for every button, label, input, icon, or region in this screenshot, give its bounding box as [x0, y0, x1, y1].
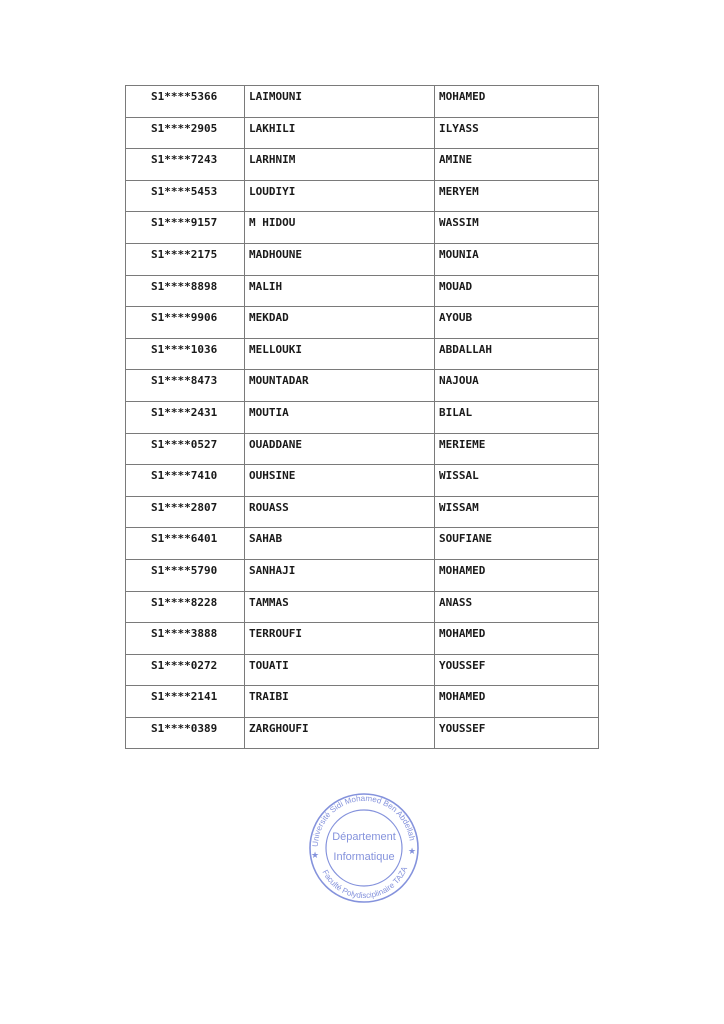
first-name-text: ILYASS [439, 121, 479, 135]
first-name-cell [435, 149, 599, 181]
first-name-text: MOHAMED [439, 627, 486, 641]
first-name-text: WISSAL [439, 469, 479, 483]
table-row [126, 623, 599, 655]
last-name-cell [245, 149, 435, 181]
last-name-cell [245, 243, 435, 275]
student-id-text: S1****7410 [151, 469, 218, 483]
table-row [126, 370, 599, 402]
student-id-text: S1****0527 [151, 437, 218, 451]
student-id-cell [126, 717, 245, 749]
last-name-text: OUADDANE [249, 437, 302, 451]
first-name-cell [435, 212, 599, 244]
last-name-cell [245, 717, 435, 749]
table-row [126, 307, 599, 339]
last-name-cell [245, 591, 435, 623]
table-row [126, 528, 599, 560]
last-name-text: TAMMAS [249, 595, 289, 609]
last-name-text: MELLOUKI [249, 342, 302, 356]
first-name-text: MERYEM [439, 184, 479, 198]
last-name-text: TRAIBI [249, 690, 289, 704]
first-name-text: SOUFIANE [439, 532, 492, 546]
table-row [126, 654, 599, 686]
last-name-cell [245, 465, 435, 497]
student-id-text: S1****5366 [151, 90, 218, 103]
table-row [126, 212, 599, 244]
first-name-cell [435, 275, 599, 307]
student-id-text: S1****8898 [151, 279, 218, 293]
student-table [125, 85, 599, 749]
student-id-cell [126, 686, 245, 718]
last-name-cell [245, 559, 435, 591]
last-name-text: MOUNTADAR [249, 374, 309, 388]
student-id-cell [126, 149, 245, 181]
first-name-text: WASSIM [439, 216, 479, 230]
last-name-cell [245, 180, 435, 212]
student-id-cell [126, 212, 245, 244]
first-name-text: MOUNIA [439, 247, 479, 261]
first-name-cell [435, 86, 599, 118]
student-id-cell [126, 338, 245, 370]
last-name-text: M HIDOU [249, 216, 296, 230]
first-name-cell [435, 591, 599, 623]
last-name-cell [245, 433, 435, 465]
student-id-cell [126, 243, 245, 275]
last-name-cell [245, 528, 435, 560]
last-name-cell [245, 212, 435, 244]
first-name-text: YOUSSEF [439, 721, 486, 735]
student-id-cell [126, 559, 245, 591]
student-id-text: S1****9157 [151, 216, 218, 230]
student-id-cell [126, 307, 245, 339]
last-name-text: LARHNIM [249, 153, 296, 167]
student-id-cell [126, 433, 245, 465]
first-name-text: YOUSSEF [439, 658, 486, 672]
first-name-cell [435, 401, 599, 433]
student-id-text: S1****6401 [151, 532, 218, 546]
first-name-text: WISSAM [439, 500, 479, 514]
student-id-cell [126, 654, 245, 686]
stamp-inner-ring [326, 810, 402, 886]
first-name-cell [435, 180, 599, 212]
first-name-cell [435, 686, 599, 718]
student-id-text: S1****5790 [151, 563, 218, 577]
first-name-text: BILAL [439, 405, 473, 419]
student-id-cell [126, 623, 245, 655]
stamp-informatique: Informatique [333, 851, 395, 863]
last-name-cell [245, 686, 435, 718]
table-row [126, 496, 599, 528]
last-name-text: OUHSINE [249, 469, 296, 483]
last-name-text: MALIH [249, 279, 283, 293]
first-name-text: MOHAMED [439, 563, 486, 577]
student-id-cell [126, 117, 245, 149]
last-name-cell [245, 654, 435, 686]
first-name-text: MERIEME [439, 437, 486, 451]
first-name-text: MOHAMED [439, 90, 486, 103]
first-name-text: ANASS [439, 595, 473, 609]
first-name-cell [435, 370, 599, 402]
student-id-text: S1****0272 [151, 658, 218, 672]
star-icon: ★ [310, 850, 320, 860]
student-id-cell [126, 528, 245, 560]
student-id-text: S1****8473 [151, 374, 218, 388]
student-id-text: S1****9906 [151, 311, 218, 325]
student-id-text: S1****8228 [151, 595, 218, 609]
student-id-text: S1****7243 [151, 153, 218, 167]
table-row [126, 86, 599, 118]
first-name-text: MOHAMED [439, 690, 486, 704]
student-id-cell [126, 591, 245, 623]
last-name-text: MEKDAD [249, 311, 289, 325]
student-id-text: S1****5453 [151, 184, 218, 198]
student-id-text: S1****1036 [151, 342, 218, 356]
last-name-cell [245, 275, 435, 307]
table-row [126, 338, 599, 370]
table-row [126, 717, 599, 749]
last-name-text: TERROUFI [249, 627, 302, 641]
last-name-cell [245, 370, 435, 402]
last-name-cell [245, 623, 435, 655]
student-id-text: S1****3888 [151, 627, 218, 641]
first-name-cell [435, 623, 599, 655]
table-row [126, 686, 599, 718]
table-row [126, 465, 599, 497]
stamp-bottom-text: Faculté Polydisciplinaire TAZA [320, 865, 410, 901]
last-name-text: ZARGHOUFI [249, 721, 309, 735]
first-name-cell [435, 243, 599, 275]
department-stamp [304, 788, 422, 904]
first-name-cell [435, 338, 599, 370]
stamp-top-text: Université Sidi Mohamed Ben Abdellah [310, 793, 417, 848]
table-row [126, 559, 599, 591]
first-name-text: AYOUB [439, 311, 473, 325]
first-name-text: MOUAD [439, 279, 473, 293]
first-name-cell [435, 559, 599, 591]
last-name-text: LAKHILI [249, 121, 296, 135]
student-id-cell [126, 465, 245, 497]
last-name-cell [245, 496, 435, 528]
table-row [126, 591, 599, 623]
first-name-cell [435, 433, 599, 465]
student-id-cell [126, 180, 245, 212]
student-id-cell [126, 401, 245, 433]
last-name-cell [245, 307, 435, 339]
last-name-text: LOUDIYI [249, 184, 296, 198]
last-name-text: LAIMOUNI [249, 90, 302, 103]
last-name-cell [245, 117, 435, 149]
table-row [126, 243, 599, 275]
last-name-text: ROUASS [249, 500, 289, 514]
stamp-department: Département [332, 831, 396, 843]
first-name-cell [435, 307, 599, 339]
first-name-cell [435, 496, 599, 528]
student-id-cell [126, 275, 245, 307]
student-id-cell [126, 86, 245, 118]
first-name-text: ABDALLAH [439, 342, 492, 356]
student-id-text: S1****2175 [151, 247, 218, 261]
first-name-text: NAJOUA [439, 374, 479, 388]
student-id-text: S1****2905 [151, 121, 218, 135]
student-id-text: S1****2431 [151, 405, 218, 419]
student-id-text: S1****2807 [151, 500, 218, 514]
star-icon: ★ [407, 846, 417, 856]
last-name-cell [245, 86, 435, 118]
last-name-text: SANHAJI [249, 563, 296, 577]
first-name-cell [435, 717, 599, 749]
first-name-cell [435, 654, 599, 686]
first-name-cell [435, 528, 599, 560]
last-name-text: MADHOUNE [249, 247, 302, 261]
student-id-text: S1****2141 [151, 690, 218, 704]
last-name-text: TOUATI [249, 658, 289, 672]
last-name-cell [245, 338, 435, 370]
table-row [126, 180, 599, 212]
student-id-cell [126, 370, 245, 402]
student-id-text: S1****0389 [151, 721, 218, 735]
table-row [126, 117, 599, 149]
last-name-text: SAHAB [249, 532, 283, 546]
first-name-text: AMINE [439, 153, 473, 167]
table-row [126, 275, 599, 307]
student-id-cell [126, 496, 245, 528]
table-row [126, 401, 599, 433]
first-name-cell [435, 465, 599, 497]
first-name-cell [435, 117, 599, 149]
table-row [126, 149, 599, 181]
table-row [126, 433, 599, 465]
last-name-cell [245, 401, 435, 433]
last-name-text: MOUTIA [249, 405, 289, 419]
